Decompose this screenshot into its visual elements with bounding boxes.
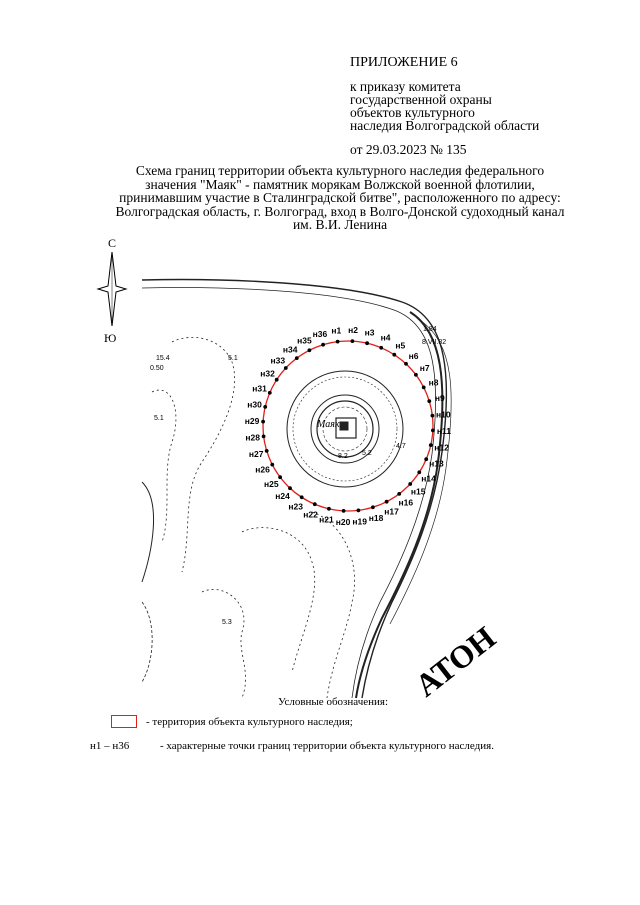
boundary-point (404, 362, 408, 366)
boundary-point (313, 502, 317, 506)
object-label: Маяк (317, 419, 340, 430)
boundary-point (321, 343, 325, 347)
boundary-point-label: н28 (245, 432, 260, 443)
boundary-point-label: н10 (436, 409, 451, 420)
boundary-point (342, 509, 346, 513)
boundary-point (262, 435, 266, 439)
boundary-point (263, 405, 267, 409)
boundary-point-label: н36 (312, 329, 328, 340)
boundary-point (261, 420, 265, 424)
title-line-5: им. В.И. Ленина (292, 217, 388, 232)
elevation-label: 8.2 (338, 453, 348, 460)
boundary-point-label: н2 (348, 325, 358, 336)
order-line-2: государственной охраны (350, 92, 492, 107)
legend-title: Условные обозначения: (278, 696, 389, 708)
order-line-1: к приказу комитета (350, 79, 461, 94)
boundary-point (431, 414, 435, 418)
elevation-label: 0.50 (150, 365, 164, 372)
boundary-point-label: н8 (428, 377, 439, 388)
boundary-point (371, 505, 375, 509)
boundary-point-label: н34 (282, 344, 298, 355)
boundary-point-label: н3 (364, 327, 375, 338)
elevation-label: 5.2 (362, 450, 372, 457)
boundary-point-label: н18 (368, 512, 384, 523)
boundary-point (357, 509, 361, 513)
boundary-point (431, 429, 435, 433)
legend-points-text: - характерные точки границ территории объекта культурного наследия. (160, 740, 494, 752)
boundary-point-label: н14 (421, 473, 436, 484)
order-line-3: объектов культурного (350, 105, 475, 120)
boundary-point (427, 399, 431, 403)
boundary-point-label: н27 (248, 449, 264, 460)
elevation-label: 15.4 (156, 355, 170, 362)
elevation-label: 1.84 (423, 326, 437, 333)
boundary-point-label: н9 (434, 392, 445, 403)
boundary-point (408, 482, 412, 486)
appendix-title: ПРИЛОЖЕНИЕ 6 (350, 55, 458, 70)
title-line-4: Волгоградская область, г. Волгоград, вход в Волго-Донской судоходный канал (115, 203, 565, 219)
boundary-point (300, 495, 304, 499)
compass-rose-icon (96, 250, 128, 328)
boundary-point-label: н4 (380, 332, 391, 343)
title-line-1: Схема границ территории объекта культурного наследия федерального (135, 163, 545, 178)
boundary-point-label: н30 (247, 399, 262, 410)
boundary-point (422, 386, 426, 390)
boundary-point (327, 507, 331, 511)
boundary-point (265, 449, 269, 453)
boundary-point (414, 373, 418, 377)
boundary-point (385, 500, 389, 504)
order-date: от 29.03.2023 № 135 (350, 142, 467, 157)
elevation-label: 4.7 (396, 443, 406, 450)
legend-area-text: - территория объекта культурного наследия; (146, 716, 353, 728)
boundary-point (379, 346, 383, 350)
compass-south-label: Ю (104, 331, 117, 345)
legend-points-key: н1 – н36 (90, 740, 130, 752)
boundary-point (284, 366, 288, 370)
boundary-point-label: н15 (410, 486, 426, 497)
boundary-point-label: н32 (260, 368, 275, 379)
boundary-point-label: н19 (352, 516, 367, 527)
boundary-point (392, 353, 396, 357)
boundary-point-label: н5 (395, 340, 406, 351)
boundary-point (336, 340, 340, 344)
elevation-label: 8.VII.82 (422, 339, 447, 346)
boundary-point (365, 341, 369, 345)
boundary-point (351, 339, 355, 343)
legend-area-swatch (111, 715, 137, 728)
boundary-point-label: н21 (319, 514, 334, 525)
boundary-point-label: н31 (252, 383, 267, 394)
boundary-point (424, 457, 428, 461)
boundary-point (278, 475, 282, 479)
boundary-point-label: н35 (297, 335, 312, 346)
boundary-point-label: н20 (335, 516, 351, 527)
boundary-point-label: н29 (244, 416, 260, 426)
boundary-point (288, 486, 292, 490)
boundary-point-label: н25 (264, 478, 279, 489)
boundary-point-label: н1 (331, 325, 342, 336)
boundary-point-label: н7 (419, 363, 430, 374)
order-line-4: наследия Волгоградской области (350, 118, 540, 133)
boundary-point-label: н16 (398, 497, 414, 508)
title-line-3: принимавшим участие в Сталинградской битве", расположенного по адресу: (119, 190, 561, 205)
boundary-point-label: н13 (429, 458, 444, 469)
boundary-point-label: н17 (384, 506, 399, 517)
boundary-point (308, 348, 312, 352)
compass-north-label: С (108, 236, 117, 250)
boundary-point (268, 391, 272, 395)
map-partial-text: АТОН (408, 619, 503, 704)
elevation-label: 5.1 (154, 415, 164, 422)
elevation-label: 5.3 (222, 619, 232, 626)
elevation-label: 5.1 (228, 355, 238, 362)
boundary-point-label: н33 (270, 355, 286, 366)
boundary-point-label: н26 (255, 464, 270, 475)
boundary-point-label: н24 (275, 491, 290, 502)
boundary-point (270, 463, 274, 467)
boundary-point (429, 443, 433, 447)
boundary-point-label: н23 (288, 501, 303, 512)
boundary-point (275, 378, 279, 382)
document-title (80, 164, 600, 232)
boundary-point (397, 492, 401, 496)
boundary-point-label: н12 (434, 442, 449, 453)
boundary-point-label: н22 (303, 509, 318, 520)
boundary-point-label: н11 (436, 426, 451, 436)
title-line-2: значения "Маяк" - памятник морякам Волжской военной флотилии, (145, 176, 535, 192)
boundary-point (295, 356, 299, 360)
boundary-point-label: н6 (408, 350, 419, 361)
